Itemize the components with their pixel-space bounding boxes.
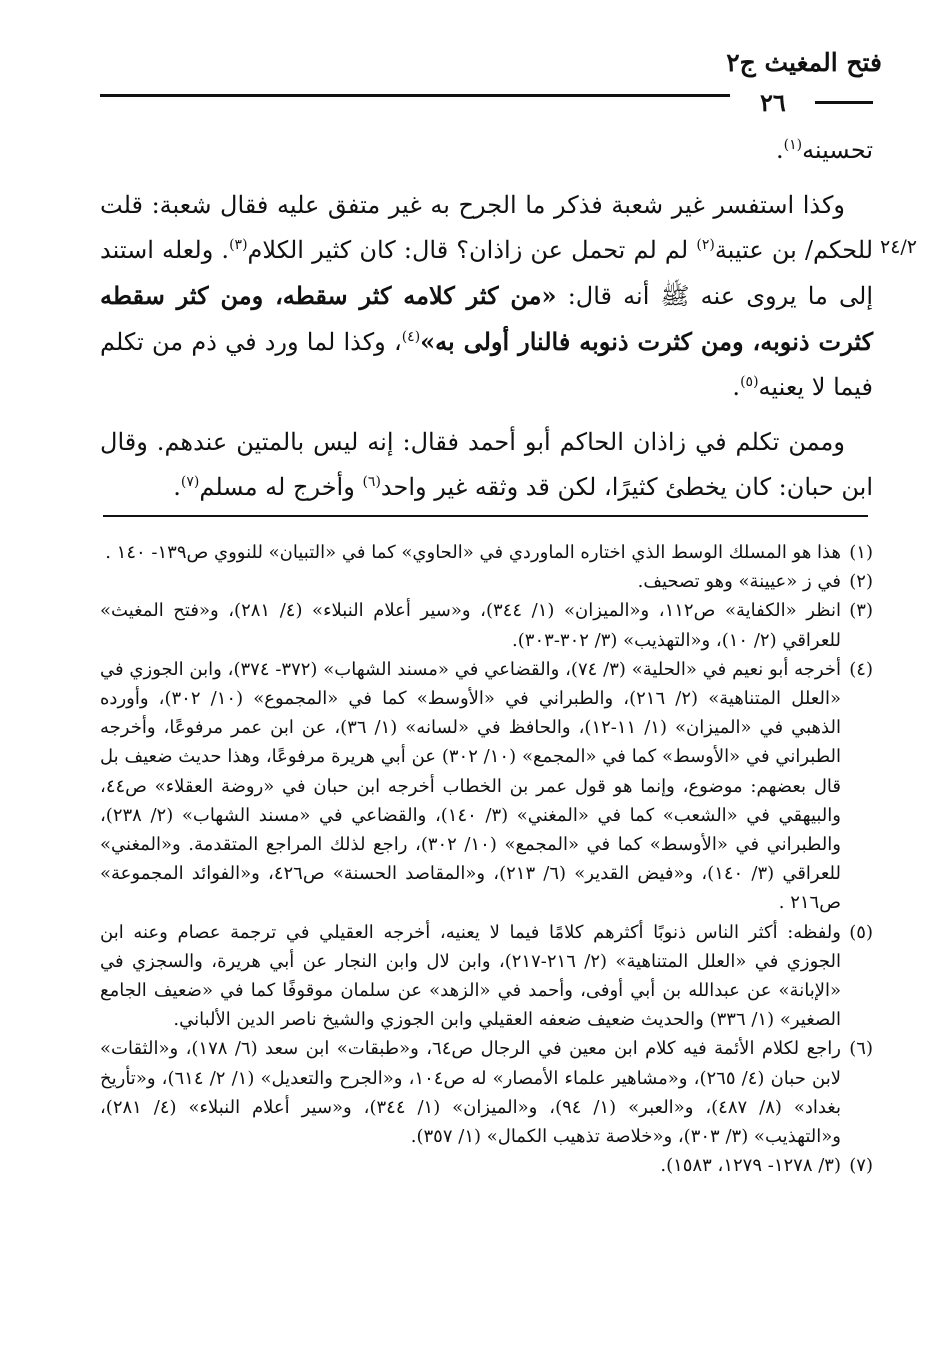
footnote-item	[100, 655, 873, 918]
page-number-rule	[815, 101, 873, 104]
footnote-ref: (٥)	[740, 374, 759, 390]
footnote-number: (٤)	[849, 658, 873, 680]
paragraph-text: تحسينه	[802, 136, 873, 164]
footnote-ref: (٣)	[229, 237, 248, 253]
footnote-ref: (١)	[783, 137, 803, 153]
footnote-ref: (٢)	[696, 237, 715, 253]
hadith-quote: «من كثر كلامه كثر سقطه، ومن كثر سقطه كثرت ذنوبه، ومن كثرت ذنوبه فالنار أولى به»	[100, 281, 873, 356]
footnote-ref: (٦)	[362, 474, 381, 490]
footnote-separator	[103, 515, 868, 517]
footnote-ref: (٤)	[401, 329, 421, 345]
footnote-text: هذا هو المسلك الوسط الذي اختاره الماوردي في «الحاوي» كما في «التبيان» للنووي ص١٣٩- ١٤٠ .	[105, 542, 841, 563]
page-number: ٢٦	[760, 88, 786, 117]
footnote-number: (٦)	[849, 1038, 873, 1060]
footnote-item	[100, 1034, 873, 1151]
footnote-number: (٥)	[849, 921, 873, 943]
paragraph-text: وأخرج له مسلم	[199, 473, 363, 501]
footnote-text: ولفظه: أكثر الناس ذنوبًا أكثرهم كلامًا فيما لا يعنيه، أخرجه العقيلي في ترجمة عصام وعنه ابن الجوزي في «العلل المتناهية» (٢/ ٢١٦-٢١٧)، وابن لال وابن النجار عن أبي هريرة، والسجزي في «الإبانة» عن عبدالله بن أبي أوفى، وأحمد في «الزهد» عن سلمان موقوفًا كما في «ضعيف الجامع الصغير» (١/ ٣٣٦) والحديث ضعيف ضعفه العقيلي وابن الجوزي والشيخ ناصر الدين الألباني.	[100, 921, 841, 1031]
paragraph-text: . ولعله استند إلى ما يروى عنه ﷺ أنه قال:	[100, 236, 873, 310]
paragraph-text: وكذا استفسر غير شعبة فذكر ما الجرح به غير متفق عليه فقال شعبة: قلت للحكم/ بن عتيبة	[100, 191, 874, 264]
footnote-item	[100, 538, 873, 567]
paragraph-text: ، وكذا لما ورد في ذم من تكلم فيما لا يعنيه	[100, 328, 873, 401]
footnote-item	[100, 918, 873, 1035]
paragraph-text: وممن تكلم في زاذان الحاكم أبو أحمد فقال: إنه ليس بالمتين عندهم. وقال ابن حبان: كان يخطئ كثيرًا، لكن قد وثقه غير واحد	[100, 428, 873, 501]
paragraph-text: .	[732, 373, 741, 401]
running-header-title: فتح المغيث ج٢	[726, 48, 882, 77]
footnote-number: (٢)	[849, 571, 873, 593]
paragraph-1	[100, 128, 873, 173]
header-rule	[100, 94, 730, 97]
footnotes	[100, 538, 873, 1180]
paragraph-3	[100, 420, 873, 510]
main-text	[100, 128, 873, 510]
footnote-text: في ز «عيينة» وهو تصحيف.	[637, 571, 841, 593]
footnote-item	[100, 1151, 873, 1180]
footnote-item	[100, 567, 873, 596]
paragraph-text: .	[775, 136, 784, 164]
footnote-number: (٧)	[849, 1155, 873, 1177]
footnote-text: أخرجه أبو نعيم في «الحلية» (٣/ ٧٤)، والقضاعي في «مسند الشهاب» (٣٧٢- ٣٧٤)، وابن الجوزي في «العلل المتناهية» (٢/ ٢١٦)، والطبراني في «الأوسط» كما في «المجموع» (١٠/ ٣٠٢)، وأورده الذهبي في «الميزان» (١/ ١١-١٢)، والحافظ في «لسانه» (١/ ٣٦)، عن ابن عمر مرفوعًا، وأخرجه الطبراني في «الأوسط» كما في «المجمع» (١٠/ ٣٠٢) عن أبي هريرة مرفوعًا، وهذا حديث ضعيف بل قال بعضهم: موضوع، وإنما هو قول عمر بن الخطاب أخرجه ابن حبان في «روضة العقلاء» ص٤٤، والبيهقي في «الشعب» كما في «المغني» (٣/ ١٤٠)، والقضاعي في «مسند الشهاب» (٢/ ٢٣٨)، والطبراني في «الأوسط» كما في «المجمع» (١٠/ ٣٠٢)، راجع لذلك المراجع المتقدمة. و«المغني» للعراقي (٣/ ١٤٠)، و«فيض القدير» (٦/ ٢١٣)، و«المقاصد الحسنة» ص٤٢٦، و«الفوائد المجموعة» ص٢١٦ .	[100, 658, 841, 914]
footnote-number: (١)	[849, 542, 873, 563]
footnote-text: انظر «الكفاية» ص١١٢، و«الميزان» (١/ ٣٤٤)، و«سير أعلام النبلاء» (٤/ ٢٨١)، و«فتح المغيث» للعراقي (٢/ ١٠)، و«التهذيب» (٣/ ٣٠٢-٣٠٣).	[100, 600, 841, 651]
footnote-text: (٣/ ١٢٧٨- ١٢٧٩، ١٥٨٣).	[660, 1155, 841, 1177]
paragraph-text: .	[173, 473, 181, 501]
footnote-text: راجع لكلام الأئمة فيه كلام ابن معين في الرجال ص٦٤، و«طبقات» ابن سعد (٦/ ١٧٨)، و«الثقات» لابن حبان (٤/ ٢٦٥)، و«مشاهير علماء الأمصار» له ص١٠٤، و«الجرح والتعديل» (١/ ٢/ ٦١٤)، و«تأريخ بغداد» (٨/ ٤٨٧)، و«العبر» (١/ ٩٤)، و«الميزان» (١/ ٣٤٤)، و«سير أعلام النبلاء» (٤/ ٢٨١)، و«التهذيب» (٣/ ٣٠٣)، و«خلاصة تذهيب الكمال» (١/ ٣٥٧).	[100, 1038, 841, 1148]
footnote-number: (٣)	[849, 600, 873, 622]
footnote-item	[100, 596, 873, 654]
footnote-ref: (٧)	[180, 474, 200, 490]
paragraph-text: لم لم تحمل عن زاذان؟ قال: كان كثير الكلام	[247, 236, 697, 264]
paragraph-2	[100, 183, 873, 410]
margin-note: ٢٤/٢	[880, 236, 918, 258]
